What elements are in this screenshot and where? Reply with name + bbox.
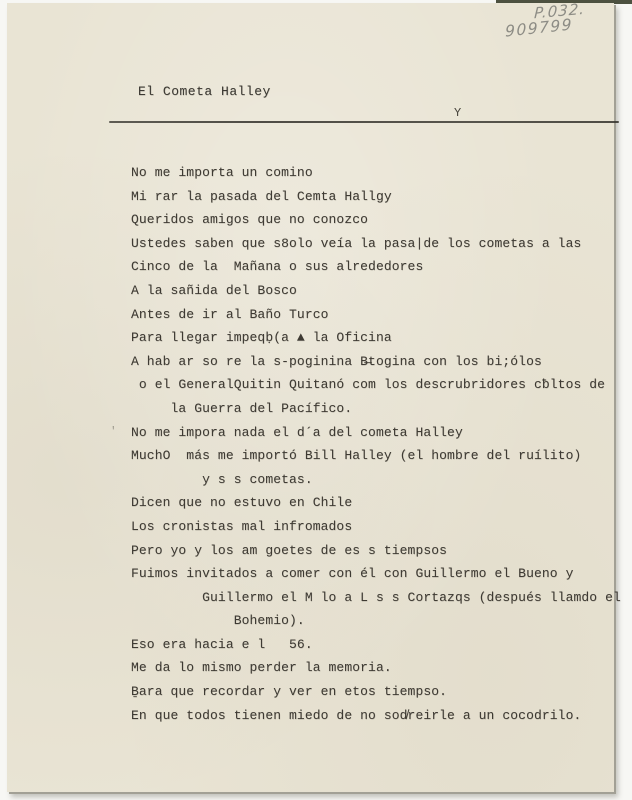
poem-line: No me impora nada el d´a del cometa Halley xyxy=(131,424,463,440)
poem-line: MuchO más me importó Bill Halley (el hombre del ruílito) xyxy=(131,448,582,464)
poem-line: Eso era hacia e l 56. xyxy=(131,636,313,652)
poem-line: Cinco de la Mañana o sus alrededores xyxy=(131,259,424,275)
pencil-annotation-code-bottom: 909799 xyxy=(505,15,573,41)
poem-line: Me da lo mismo perder la memoria. xyxy=(131,660,392,676)
typed-divider-line xyxy=(109,121,619,123)
poem-line: Dicen que no estuvo en Chile xyxy=(131,495,353,511)
poem-line: A hab ar so re la s-poginina B̶togina con los bi;ólos xyxy=(131,353,542,369)
poem-line: Mi rar la pasada del Cemta Hallgy xyxy=(131,188,392,204)
poem-line: Bohemio). xyxy=(131,613,305,629)
poem-line: Los cronistas mal infromados xyxy=(131,518,353,534)
stray-typed-y-mark: Y xyxy=(454,106,462,120)
poem-line: Guillermo el M lo a L s s Cortazqs (después llamdo el xyxy=(131,589,621,605)
poem-line: En que todos tienen miedo de no sod̸reirle a un cocodrilo. xyxy=(131,707,582,723)
poem-line: Pero yo y los am goetes de es s tiempsos xyxy=(131,542,448,558)
poem-line: A la sañida del Bosco xyxy=(131,282,297,298)
stray-ink-mark: ' xyxy=(110,426,117,438)
poem-line: Fuimos invitados a comer con él con Guillermo el Bueno y xyxy=(131,566,574,582)
poem-line: Queridos amigos que no conozco xyxy=(131,212,369,228)
poem-line: Ḇara que recordar y ver en etos tiempso. xyxy=(131,684,448,700)
scanned-page xyxy=(7,3,621,792)
poem xyxy=(131,161,621,727)
poem-line: Antes de ir al Baño Turco xyxy=(131,306,329,322)
poem-line: la Guerra del Pacífico. xyxy=(131,400,353,416)
poem-line: y s s cometas. xyxy=(131,471,313,487)
pencil-annotation-code-top: P.032. xyxy=(533,0,586,23)
poem-line: No me importa un comino xyxy=(131,165,313,180)
page-title: El Cometa Halley xyxy=(138,84,271,99)
poem-line: Para llegar impeqḅ(a ▲ la Oficina xyxy=(131,330,392,346)
poem-line: Ustedes saben que s8olo veía la pasa|de los cometas a las xyxy=(131,235,582,251)
poem-line: o el GeneralQuitin Quitanó com los descrubridores cƀltos de xyxy=(131,377,606,393)
